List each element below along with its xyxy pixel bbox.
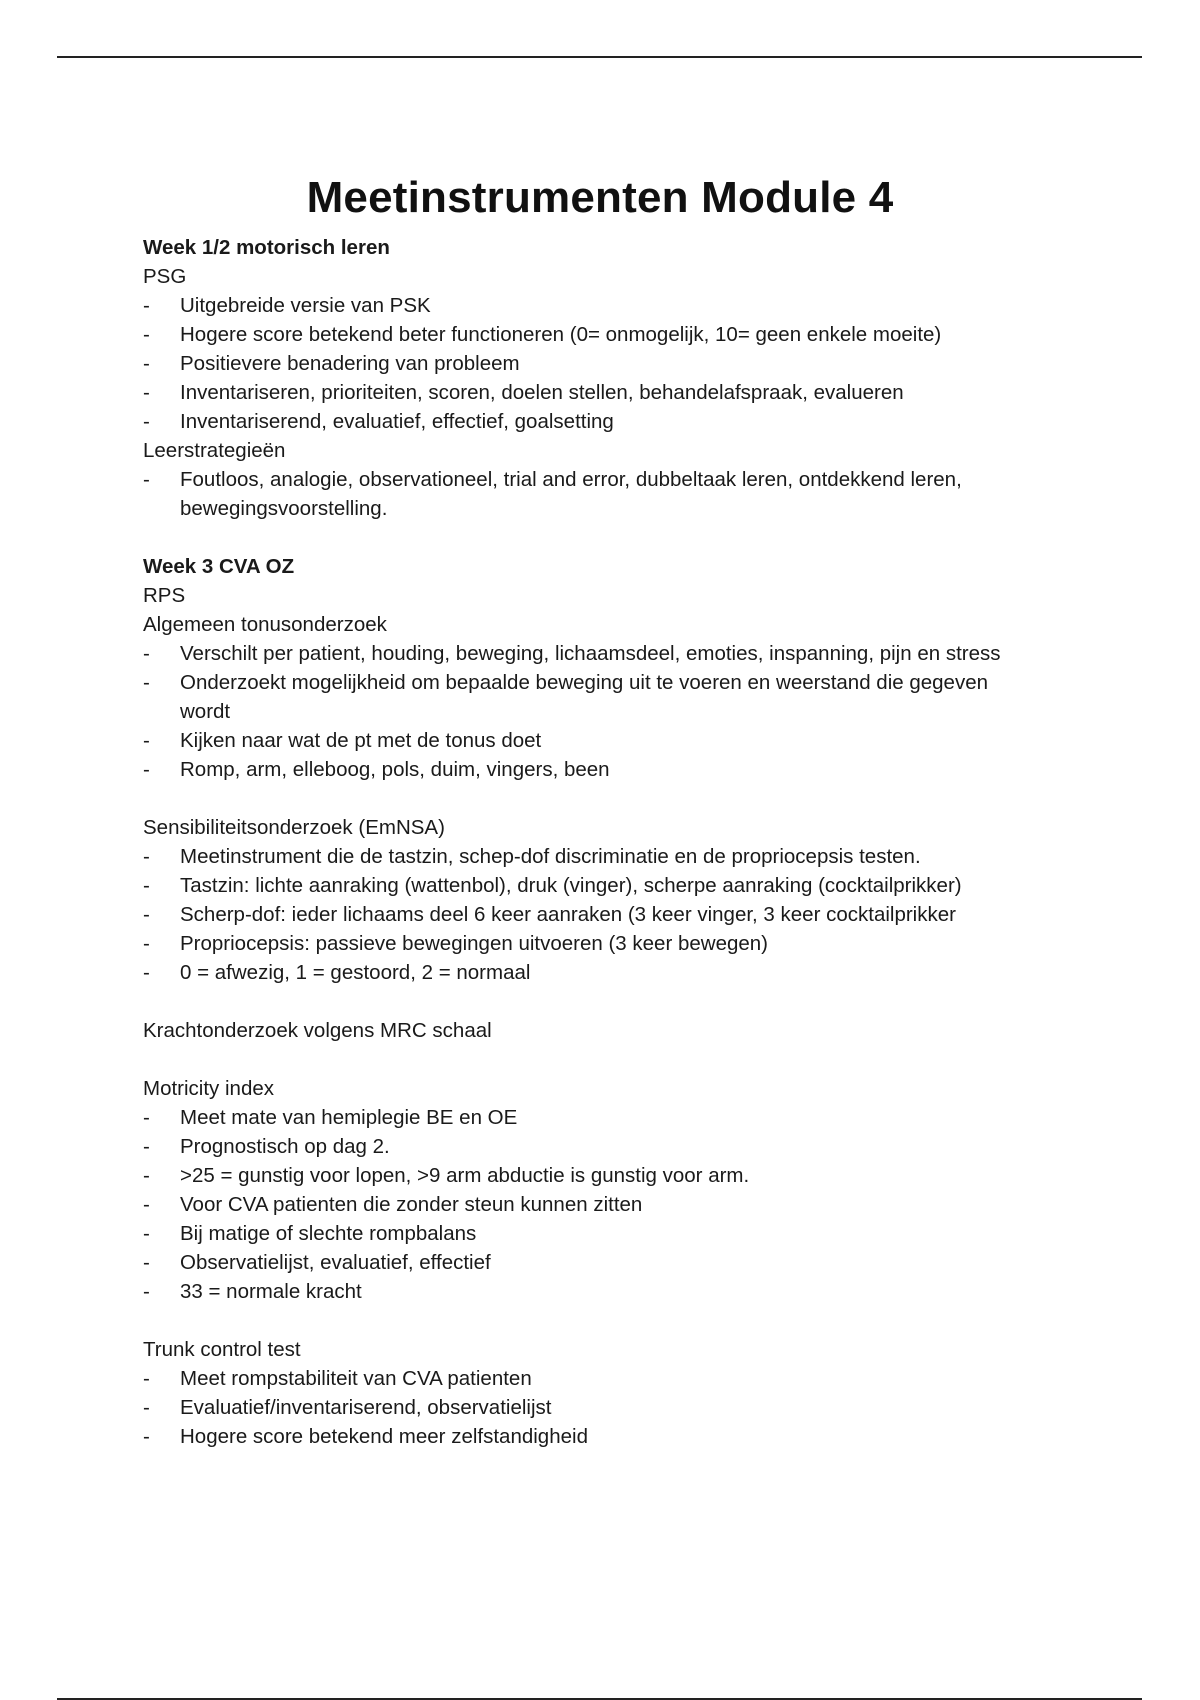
section-week-3 — [143, 552, 1043, 1451]
bullet-list-sensibiliteitsonderzoek — [143, 842, 1043, 987]
list-item: - Uitgebreide versie van PSK — [143, 291, 1043, 320]
list-item: - Meet rompstabiliteit van CVA patienten — [143, 1364, 1043, 1393]
list-item: - Inventariserend, evaluatief, effectief, goalsetting — [143, 407, 1043, 436]
section-heading: Week 3 CVA OZ — [143, 555, 295, 578]
block-label-trunk-control-test: Trunk control test — [143, 1338, 301, 1361]
list-item: - Hogere score betekend beter functioneren (0= onmogelijk, 10= geen enkele moeite) — [143, 320, 1043, 349]
document-body — [143, 233, 1043, 1451]
list-item: - >25 = gunstig voor lopen, >9 arm abductie is gunstig voor arm. — [143, 1161, 1043, 1190]
list-item: - Scherp-dof: ieder lichaams deel 6 keer aanraken (3 keer vinger, 3 keer cocktailprikker — [143, 900, 1043, 929]
list-item: - Evaluatief/inventariserend, observatielijst — [143, 1393, 1043, 1422]
block-label-motricity-index: Motricity index — [143, 1077, 275, 1100]
list-item: - 33 = normale kracht — [143, 1277, 1043, 1306]
list-item: - Inventariseren, prioriteiten, scoren, doelen stellen, behandelafspraak, evalueren — [143, 378, 1043, 407]
bullet-list-trunk-control-test — [143, 1364, 1043, 1451]
bullet-list-leerstrategieen — [143, 465, 1043, 523]
list-item: - Hogere score betekend meer zelfstandigheid — [143, 1422, 1043, 1451]
list-item: - Tastzin: lichte aanraking (wattenbol), druk (vinger), scherpe aanraking (cocktailprikker) — [143, 871, 1043, 900]
list-item: - Positievere benadering van probleem — [143, 349, 1043, 378]
list-item: - 0 = afwezig, 1 = gestoord, 2 = normaal — [143, 958, 1043, 987]
bullet-list-motricity-index — [143, 1103, 1043, 1306]
list-item: - Kijken naar wat de pt met de tonus doet — [143, 726, 1043, 755]
block-label-psg: PSG — [143, 265, 187, 288]
list-item: - Foutloos, analogie, observationeel, trial and error, dubbeltaak leren, ontdekkend leren, bewegingsvoorstelling. — [143, 465, 1043, 523]
block-label-tonusonderzoek: Algemeen tonusonderzoek — [143, 613, 387, 636]
list-item: - Verschilt per patient, houding, beweging, lichaamsdeel, emoties, inspanning, pijn en stress — [143, 639, 1043, 668]
list-item: - Meet mate van hemiplegie BE en OE — [143, 1103, 1043, 1132]
list-item: - Voor CVA patienten die zonder steun kunnen zitten — [143, 1190, 1043, 1219]
bullet-list-psg — [143, 291, 1043, 436]
list-item: - Propriocepsis: passieve bewegingen uitvoeren (3 keer bewegen) — [143, 929, 1043, 958]
list-item: - Meetinstrument die de tastzin, schep-dof discriminatie en de propriocepsis testen. — [143, 842, 1043, 871]
list-item: - Prognostisch op dag 2. — [143, 1132, 1043, 1161]
block-label-sensibiliteitsonderzoek: Sensibiliteitsonderzoek (EmNSA) — [143, 816, 445, 839]
block-label-leerstrategieen: Leerstrategieën — [143, 439, 286, 462]
list-item: - Romp, arm, elleboog, pols, duim, vingers, been — [143, 755, 1043, 784]
list-item: - Bij matige of slechte rompbalans — [143, 1219, 1043, 1248]
top-rule — [57, 56, 1142, 58]
list-item: - Onderzoekt mogelijkheid om bepaalde beweging uit te voeren en weerstand die gegeven wordt — [143, 668, 1043, 726]
block-label-krachtonderzoek: Krachtonderzoek volgens MRC schaal — [143, 1019, 492, 1042]
block-label-rps: RPS — [143, 584, 186, 607]
section-heading: Week 1/2 motorisch leren — [143, 236, 390, 259]
document-title: Meetinstrumenten Module 4 — [306, 173, 894, 223]
section-week-1-2 — [143, 233, 1043, 523]
bullet-list-tonusonderzoek — [143, 639, 1043, 784]
list-item: - Observatielijst, evaluatief, effectief — [143, 1248, 1043, 1277]
